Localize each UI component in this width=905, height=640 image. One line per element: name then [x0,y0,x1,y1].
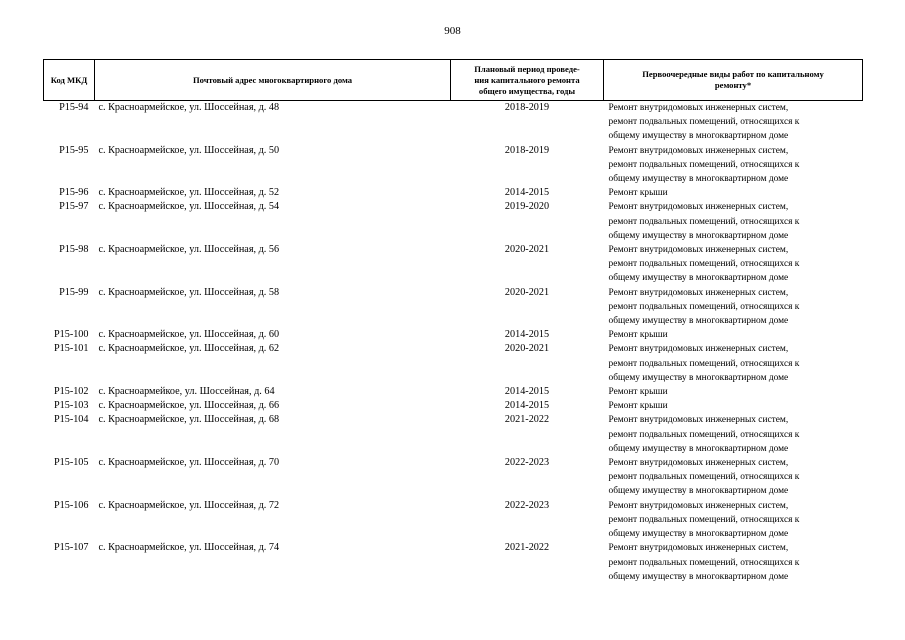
works-line: Ремонт внутридомовых инженерных систем, [608,202,789,213]
cell-code: Р15-103 [53,400,89,412]
works-line: общему имуществу в многоквартирном доме [608,131,789,142]
works-line: Ремонт внутридомовых инженерных систем, [608,543,789,554]
table-header-row [44,60,863,101]
cell-works [604,413,863,456]
table-row [44,456,863,499]
works-line: ремонт подвальных помещений, относящихся к [608,358,800,369]
cell-code: Р15-98 [59,244,89,256]
cell-works [604,328,863,342]
works-line: Ремонт внутридомовых инженерных систем, [608,145,789,156]
works-line: Ремонт внутридомовых инженерных систем, [608,344,789,355]
works-line: ремонт подвальных помещений, относящихся к [608,216,800,227]
header-address: Почтовый адрес многоквартирного дома [95,60,451,101]
cell-period: 2014-2015 [504,386,550,398]
cell-address: с. Красноармейское, ул. Шоссейная, д. 50 [98,144,280,156]
cell-period: 2014-2015 [504,329,550,341]
cell-period: 2014-2015 [504,187,550,199]
cell-code: Р15-102 [53,386,89,398]
works-line: общему имуществу в многоквартирном доме [608,372,789,383]
cell-address: с. Красноармейское, ул. Шоссейная, д. 72 [98,499,280,511]
table-row [44,243,863,286]
cell-period: 2022-2023 [504,457,550,469]
table-row [44,499,863,542]
works-line: ремонт подвальных помещений, относящихся к [608,472,800,483]
works-line: ремонт подвальных помещений, относящихся к [608,159,800,170]
works-line: Ремонт крыши [608,330,668,341]
cell-works [604,101,863,144]
works-line: Ремонт внутридомовых инженерных систем, [608,500,789,511]
works-line: Ремонт внутридомовых инженерных систем, [608,287,789,298]
table-row [44,286,863,329]
cell-works [604,186,863,200]
works-line: Ремонт крыши [608,188,668,199]
works-line: ремонт подвальных помещений, относящихся к [608,301,800,312]
cell-period: 2021-2022 [504,414,550,426]
cell-works [604,385,863,399]
cell-code: Р15-95 [59,144,89,156]
header-code: Код МКД [44,60,95,101]
cell-address: с. Красноармейское, ул. Шоссейная, д. 62 [98,343,280,355]
cell-works [604,200,863,243]
repair-plan-table [43,59,863,584]
cell-period: 2020-2021 [504,343,550,355]
works-line: общему имуществу в многоквартирном доме [608,571,789,582]
cell-works [604,456,863,499]
header-period-line: общего имущества, годы [478,85,576,96]
cell-period: 2022-2023 [504,499,550,511]
table-row [44,399,863,413]
works-line: Ремонт внутридомовых инженерных систем, [608,103,789,113]
cell-works [604,286,863,329]
header-works-line: ремонту* [714,80,752,90]
works-line: Ремонт крыши [608,401,668,412]
cell-address: с. Красноармейское, ул. Шоссейная, д. 70 [98,457,280,469]
works-line: Ремонт внутридомовых инженерных систем, [608,415,789,426]
cell-period: 2018-2019 [504,102,550,113]
cell-code: Р15-105 [53,457,89,469]
works-line: ремонт подвальных помещений, относящихся к [608,259,800,270]
table-row [44,541,863,584]
works-line: общему имуществу в многоквартирном доме [608,486,789,497]
cell-works [604,243,863,286]
cell-address: с. Красноармейское, ул. Шоссейная, д. 74 [98,542,280,554]
works-line: Ремонт крыши [608,387,668,398]
works-line: ремонт подвальных помещений, относящихся к [608,557,800,568]
cell-address: с. Красноармейское, ул. Шоссейная, д. 66 [98,400,280,412]
table-row [44,385,863,399]
table-row [44,144,863,187]
cell-code: Р15-107 [53,542,89,554]
header-period-line: Плановый период проведе- [474,63,580,74]
cell-period: 2021-2022 [504,542,550,554]
header-works-line: Первоочередные виды работ по капитальному [642,69,824,79]
cell-works [604,144,863,187]
cell-address: с. Красноармейское, ул. Шоссейная, д. 56 [98,244,280,256]
works-line: общему имуществу в многоквартирном доме [608,174,789,185]
cell-code: Р15-101 [53,343,89,355]
cell-address: с. Красноармейское, ул. Шоссейная, д. 68 [98,414,280,426]
cell-code: Р15-104 [53,414,89,426]
table-body [44,101,863,584]
table-row [44,186,863,200]
cell-period: 2020-2021 [504,244,550,256]
cell-address: с. Красноармейское, ул. Шоссейная, д. 54 [98,201,280,213]
cell-address: с. Красноармейское, ул. Шоссейная, д. 52 [98,187,280,199]
table-row [44,413,863,456]
cell-code: Р15-97 [59,201,89,213]
works-line: Ремонт внутридомовых инженерных систем, [608,245,789,256]
header-period [451,60,604,101]
header-works [604,60,863,101]
works-line: общему имуществу в многоквартирном доме [608,443,789,454]
cell-works [604,399,863,413]
table-row [44,200,863,243]
cell-address: с. Красноармейское, ул. Шоссейная, д. 58 [98,286,280,298]
works-line: общему имуществу в многоквартирном доме [608,273,789,284]
page-number: 908 [444,25,461,37]
cell-address: с. Красноармейское, ул. Шоссейная, д. 60 [98,329,280,341]
cell-period: 2018-2019 [504,144,550,156]
cell-code: Р15-99 [59,286,89,298]
cell-code: Р15-100 [53,329,89,341]
cell-period: 2014-2015 [504,400,550,412]
cell-period: 2020-2021 [504,286,550,298]
cell-works [604,499,863,542]
cell-code: Р15-96 [59,187,89,199]
cell-works [604,541,863,584]
cell-works [604,342,863,385]
works-line: ремонт подвальных помещений, относящихся к [608,429,800,440]
table-row [44,342,863,385]
cell-address: с. Красноармейкое, ул. Шоссейная, д. 64 [98,386,275,398]
cell-code: Р15-106 [53,499,89,511]
cell-code: Р15-94 [59,102,89,113]
table-row [44,101,863,144]
works-line: Ремонт внутридомовых инженерных систем, [608,458,789,469]
cell-period: 2019-2020 [504,201,550,213]
works-line: общему имуществу в многоквартирном доме [608,230,789,241]
cell-address: с. Красноармейское, ул. Шоссейная, д. 48 [98,102,280,113]
works-line: общему имуществу в многоквартирном доме [608,529,789,540]
works-line: ремонт подвальных помещений, относящихся к [608,117,800,128]
table-row [44,328,863,342]
header-period-line: ния капитального ремонта [474,74,580,85]
works-line: ремонт подвальных помещений, относящихся к [608,514,800,525]
works-line: общему имуществу в многоквартирном доме [608,316,789,327]
